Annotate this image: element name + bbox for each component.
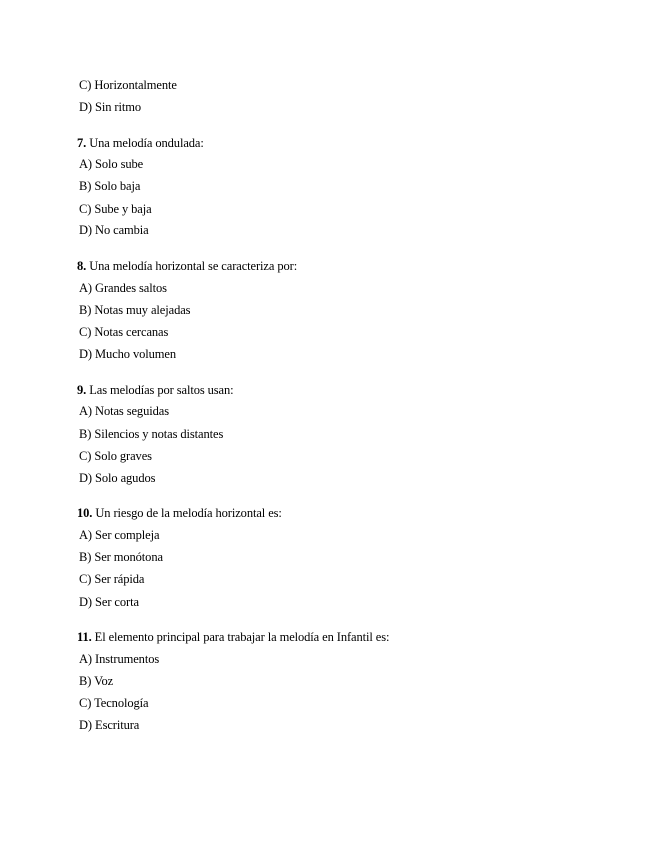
option-c [79,695,148,711]
option-label: C) [79,696,92,710]
option-text: Notas cercanas [94,325,169,339]
option-label: C) [79,325,92,339]
question-text: Un riesgo de la melodía horizontal es: [95,506,282,520]
question-number: 8. [77,259,87,273]
option-label: C) [79,78,92,92]
option-label: A) [79,281,92,295]
question-7 [77,135,204,151]
option-text: Ser monótona [94,550,163,564]
question-number: 10. [77,506,93,520]
option-c [79,201,152,217]
option-text: Solo baja [94,179,141,193]
option-label: A) [79,404,92,418]
option-b [79,302,190,318]
option-text: Sin ritmo [95,100,142,114]
option-a [79,403,169,419]
option-label: B) [79,303,92,317]
option-label: D) [79,223,92,237]
option-text: Voz [94,674,114,688]
option-label: C) [79,449,92,463]
option-a [79,651,159,667]
option-d [79,222,149,238]
option-b [79,426,223,442]
option-a [79,527,159,543]
option-text: Ser compleja [95,528,160,542]
option-text: Mucho volumen [95,347,177,361]
option-text: Instrumentos [95,652,160,666]
option-d [79,594,139,610]
question-number: 7. [77,136,87,150]
option-label: B) [79,179,92,193]
question-number: 11. [77,630,92,644]
option-d [79,99,141,115]
option-text: Notas muy alejadas [94,303,191,317]
option-c [79,448,152,464]
question-text: El elemento principal para trabajar la melodía en Infantil es: [94,630,390,644]
option-label: C) [79,202,92,216]
option-b [79,178,140,194]
option-text: Ser rápida [94,572,145,586]
option-text: Solo agudos [95,471,156,485]
option-a [79,280,167,296]
option-text: Notas seguidas [95,404,169,418]
option-label: B) [79,427,92,441]
option-c [79,77,177,93]
option-label: A) [79,157,92,171]
option-text: Ser corta [95,595,139,609]
question-text: Una melodía ondulada: [89,136,204,150]
option-d [79,346,176,362]
question-text: Una melodía horizontal se caracteriza por: [89,259,298,273]
option-text: Silencios y notas distantes [94,427,224,441]
option-text: Tecnología [94,696,149,710]
option-d [79,717,139,733]
option-b [79,673,113,689]
question-text: Las melodías por saltos usan: [89,383,234,397]
question-9 [77,382,234,398]
question-11 [77,629,389,645]
option-label: D) [79,471,92,485]
option-label: A) [79,528,92,542]
option-a [79,156,143,172]
option-label: B) [79,550,92,564]
option-d [79,470,155,486]
option-text: Horizontalmente [94,78,177,92]
option-text: Escritura [95,718,140,732]
option-label: D) [79,595,92,609]
option-text: Solo graves [94,449,152,463]
question-10 [77,505,282,521]
option-label: D) [79,347,92,361]
option-text: Grandes saltos [95,281,167,295]
option-text: Sube y baja [94,202,152,216]
option-label: D) [79,100,92,114]
question-8 [77,258,297,274]
option-text: No cambia [95,223,149,237]
option-label: B) [79,674,92,688]
option-text: Solo sube [95,157,144,171]
option-label: C) [79,572,92,586]
option-label: D) [79,718,92,732]
option-b [79,549,163,565]
option-c [79,571,144,587]
question-number: 9. [77,383,87,397]
option-label: A) [79,652,92,666]
option-c [79,324,168,340]
